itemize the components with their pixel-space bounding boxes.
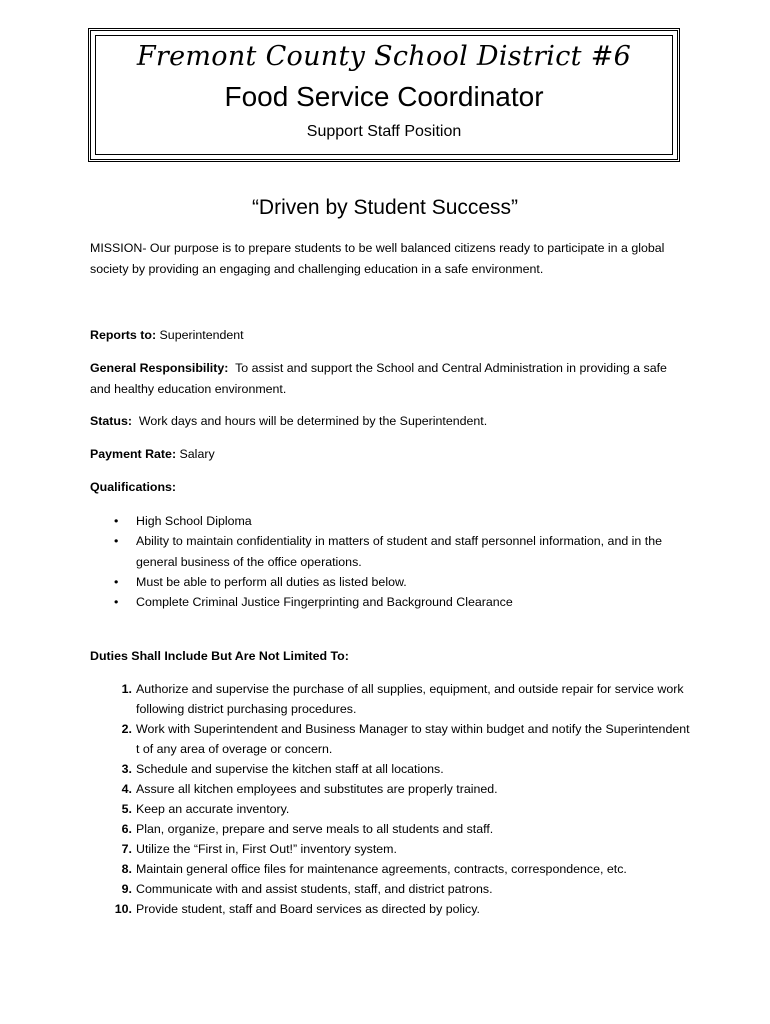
- qualifications-list: [90, 511, 690, 612]
- mission-statement: MISSION- Our purpose is to prepare students to be well balanced citizens ready to participate in a global society by providing an engaging and challenging education in a safe environment.: [90, 241, 665, 276]
- payment-rate-label: Payment Rate:: [90, 447, 177, 461]
- bullet-icon: •: [114, 595, 119, 610]
- bullet-icon: •: [114, 574, 119, 589]
- list-item: • Must be able to perform all duties as listed below.: [90, 572, 690, 592]
- motto: “Driven by Student Success”: [251, 196, 519, 219]
- reports-to-label: Reports to:: [90, 328, 157, 342]
- list-item: • Ability to maintain confidentiality in matters of student and staff personnel information, and in the general business of the office operations.: [90, 531, 690, 572]
- general-responsibility-value: To assist and support the School and Central Administration in providing a safe and healthy education environment.: [90, 361, 667, 396]
- qualifications-label: Qualifications:: [90, 480, 177, 494]
- list-item: 4. Assure all kitchen employees and substitutes are properly trained.: [121, 782, 498, 796]
- list-item: 8. Maintain general office files for maintenance agreements, contracts, correspondence, etc.: [121, 862, 627, 876]
- payment-rate: [90, 444, 690, 465]
- list-item: • High School Diploma: [90, 511, 690, 531]
- status: [90, 411, 690, 432]
- list-item: 10. Provide student, staff and Board services as directed by policy.: [114, 902, 480, 916]
- list-item: • Complete Criminal Justice Fingerprinting and Background Clearance: [90, 592, 690, 612]
- list-item: 3. Schedule and supervise the kitchen staff at all locations.: [121, 762, 444, 776]
- duties-label: Duties Shall Include But Are Not Limited To:: [90, 649, 349, 663]
- payment-rate-value: Salary: [179, 447, 215, 461]
- list-item: 5. Keep an accurate inventory.: [121, 802, 290, 816]
- qualifications-heading: [90, 477, 690, 498]
- reports-to-value: Superintendent: [159, 328, 244, 342]
- district-name: Fremont County School District #6: [136, 41, 632, 72]
- reports-to: [90, 325, 690, 346]
- general-responsibility: [90, 358, 690, 400]
- position-type: Support Staff Position: [306, 123, 462, 140]
- general-responsibility-label: General Responsibility:: [90, 361, 229, 375]
- duties-list: [90, 679, 690, 919]
- status-label: Status:: [90, 414, 132, 428]
- list-item: 7. Utilize the “First in, First Out!” inventory system.: [121, 842, 397, 856]
- bullet-icon: •: [114, 534, 119, 549]
- duties-heading: [90, 646, 690, 667]
- bullet-icon: •: [114, 514, 119, 528]
- list-item: 6. Plan, organize, prepare and serve meals to all students and staff.: [121, 822, 494, 836]
- list-item: 9. Communicate with and assist students, staff, and district patrons.: [121, 882, 493, 896]
- position-title: Food Service Coordinator: [224, 81, 544, 112]
- status-value: Work days and hours will be determined by the Superintendent.: [138, 414, 488, 428]
- list-item: 2. Work with Superintendent and Business Manager to stay within budget and notify the Superintendent t of any area of overage or concern.: [121, 722, 690, 756]
- list-item: 1. Authorize and supervise the purchase of all supplies, equipment, and outside repair for service work following district purchasing procedures.: [121, 682, 684, 716]
- header-box: [88, 28, 680, 162]
